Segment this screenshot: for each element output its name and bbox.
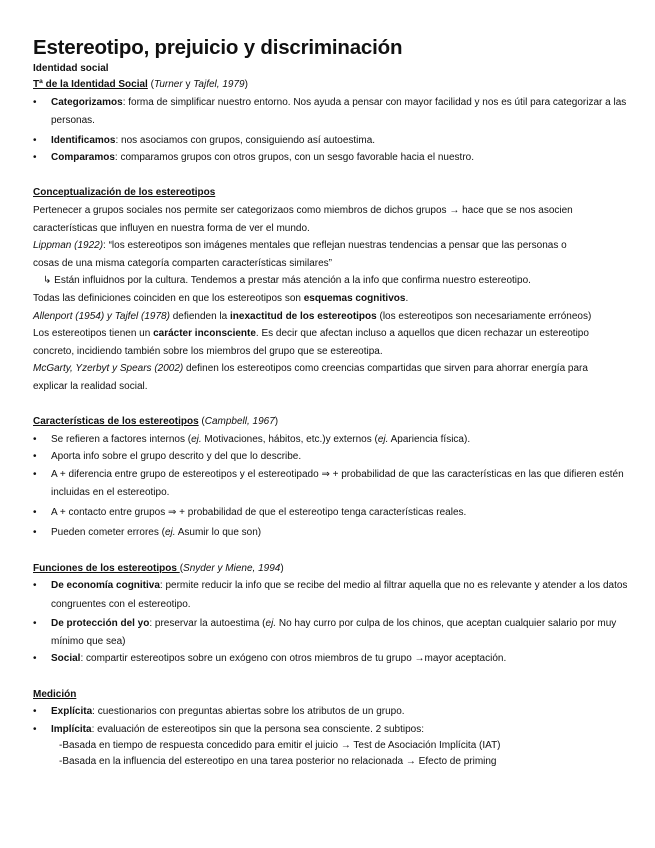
paragraph-line: explicar la realidad social. — [33, 380, 148, 392]
section-conceptualization-heading: Conceptualización de los estereotipos — [33, 187, 216, 199]
list-item: • Pueden cometer errores (ej. Asumir lo que son) — [33, 524, 633, 542]
paragraph-line: McGarty, Yzerbyt y Spears (2002) definen los estereotipos como creencias compartidas que sirven para ahorrar energía para — [33, 363, 588, 375]
section-heading: Tª de la Identidad Social — [33, 79, 148, 90]
list-item: • De economía cognitiva: permite reducir la info que se recibe del medio al filtrar aquella que no es relevante y atender a los datos congruentes con el estereotipo. — [33, 577, 633, 614]
functions-list — [33, 577, 633, 668]
list-item: • Categorizamos: forma de simplificar nuestro entorno. Nos ayuda a pensar con mayor facilidad y nos es útil para categorizar a las personas. — [33, 94, 633, 131]
paragraph-line: Pertenecer a grupos sociales nos permite ser categorizaos como miembros de dichos grupos → hace que se nos asocien — [33, 204, 573, 216]
list-item: • Se refieren a factores internos (ej. Motivaciones, hábitos, etc.)y externos (ej. Apariencia física). — [33, 431, 633, 449]
list-item: • A + contacto entre grupos ⇒ + probabilidad de que el estereotipo tenga características reales. — [33, 504, 633, 522]
section-heading: Funciones de los estereotipos — [33, 562, 180, 574]
section-characteristics-heading: Características de los estereotipos (Campbell, 1967) — [33, 416, 279, 428]
list-item: • Aporta info sobre el grupo descrito y del que lo describe. — [33, 448, 633, 466]
paragraph-line: Allenport (1954) y Tajfel (1978) defienden la inexactitud de los estereotipos (los estereotipos son necesariamente erróneos) — [33, 310, 592, 322]
section-heading: Características de los estereotipos — [33, 416, 199, 428]
paragraph-line: Los estereotipos tienen un carácter inconsciente. Es decir que afectan incluso a aquellos que dicen rechazar un estereotipo — [33, 328, 589, 340]
identity-theory-list — [33, 94, 633, 167]
list-item: • Implícita: evaluación de estereotipos sin que la persona sea consciente. 2 subtipos: — [33, 721, 633, 739]
list-item: • De protección del yo: preservar la autoestima (ej. No hay curro por culpa de los chinos, que aceptan cualquier salario por muy mínimo que sea) — [33, 615, 633, 650]
section-identity-theory-heading: Tª de la Identidad Social (Turner y Tajfel, 1979) — [33, 79, 248, 90]
page-title: Estereotipo, prejuicio y discriminación — [33, 36, 403, 59]
list-item: • Social: compartir estereotipos sobre un exógeno con otros miembros de tu grupo →mayor aceptación. — [33, 650, 633, 668]
return-arrow-icon: ↳ — [43, 275, 52, 287]
subtype-line: -Basada en la influencia del estereotipo en una tarea posterior no relacionada → Efecto de priming — [59, 755, 497, 767]
list-item: • Explícita: cuestionarios con preguntas abiertas sobre los atributos de un grupo. — [33, 703, 633, 721]
subtype-line: -Basada en tiempo de respuesta concedido para emitir el juicio → Test de Asociación Implícita (IAT) — [59, 740, 501, 752]
document-page — [33, 36, 633, 769]
characteristics-list — [33, 431, 633, 542]
paragraph-line: características que influyen en nuestra forma de ver el mundo. — [33, 222, 310, 234]
list-item: • Identificamos: nos asociamos con grupos, consiguiendo así autoestima. — [33, 132, 633, 150]
paragraph-line: Lippman (1922): “los estereotipos son imágenes mentales que reflejan nuestras tendencias a pensar que las personas o — [33, 240, 567, 252]
paragraph-line: concreto, incidiendo también sobre los miembros del grupo que se estereotipa. — [33, 345, 383, 357]
section-measurement-heading: Medición — [33, 688, 77, 700]
paragraph-line: Todas las definiciones coinciden en que los estereotipos son esquemas cognitivos. — [33, 292, 409, 304]
measurement-list — [33, 703, 633, 738]
section-functions-heading: Funciones de los estereotipos (Snyder y Miene, 1994) — [33, 562, 284, 574]
subtitle: Identidad social — [33, 63, 109, 74]
list-item: • A + diferencia entre grupo de estereotipos y el estereotipado ⇒ + probabilidad de que las características en las que difieren estén incluidas en el estereotipo. — [33, 466, 633, 503]
paragraph-line: ↳ Están influidnos por la cultura. Tendemos a prestar más atención a la info que confirma nuestro estereotipo. — [43, 275, 531, 287]
list-item: • Comparamos: comparamos grupos con otros grupos, con un sesgo favorable hacia el nuestro. — [33, 149, 633, 167]
paragraph-line: cosas de una misma categoría comparten características similares” — [33, 257, 333, 269]
